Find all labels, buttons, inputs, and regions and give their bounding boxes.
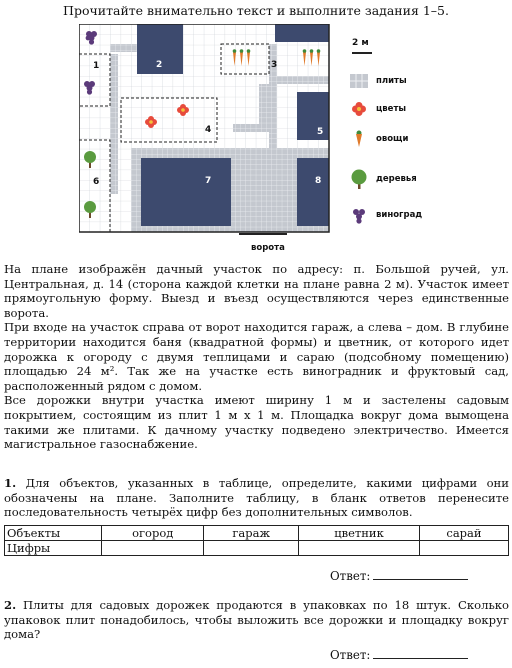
plan-number-7: 7: [205, 176, 212, 186]
legend-label-flowers: цветы: [376, 104, 407, 114]
tree-icon: [350, 169, 368, 189]
answer-cell[interactable]: [299, 541, 420, 556]
task-2-text: Плиты для садовых дорожек продаются в упаковках по 18 штук. Сколько упаковок плит понадобилось, чтобы выложить все дорожки и площадку вокруг дома?: [4, 598, 509, 642]
legend-label-vegetables: овощи: [376, 134, 409, 144]
building-5: [297, 92, 329, 140]
plan-number-8: 8: [315, 176, 322, 186]
legend-label-grapes: виноград: [376, 210, 423, 220]
grape-icon: [350, 206, 368, 224]
plan-number-2: 2: [156, 60, 163, 70]
building-8: [297, 158, 329, 226]
scale-label: 2 м: [352, 38, 369, 48]
task-1: [4, 476, 509, 520]
table-row-label: Объекты: [5, 526, 102, 541]
legend-label-trees: деревья: [376, 174, 417, 184]
answer-cell[interactable]: [204, 541, 299, 556]
answer-line[interactable]: [373, 648, 468, 659]
table-header: сарай: [419, 526, 508, 541]
answer-label: Ответ:: [330, 569, 371, 583]
description: [4, 262, 509, 452]
instructions-header: Прочитайте внимательно текст и выполните задания 1–5.: [63, 3, 449, 18]
carrot-icon: [350, 130, 368, 148]
answer-table: [4, 525, 509, 556]
paragraph-3: Все дорожки внутри участка имеют ширину 1 м и застелены садовым покрытием, состоящим из плит 1 м х 1 м. Площадка вокруг дома вымощена такими же плитами. К дачному участку подведено электричество. Имеется магистральное газоснабжение.: [4, 393, 509, 452]
plan-number-5: 5: [317, 127, 324, 137]
tile-icon: [350, 74, 368, 88]
site-plan: [79, 24, 344, 256]
legend-label-tiles: плиты: [376, 76, 407, 86]
answer-cell[interactable]: [102, 541, 204, 556]
table-header: цветник: [299, 526, 420, 541]
task-1-number: 1.: [4, 476, 17, 490]
answer-line[interactable]: [373, 569, 468, 580]
table-header: гараж: [204, 526, 299, 541]
answer-2: [330, 648, 468, 662]
paragraph-2: При входе на участок справа от ворот находится гараж, а слева – дом. В глубине территории находится баня (квадратной формы) и цветник, от которого идет дорожка к огороду с двумя теплицами и сараю (подсобному помещению) площадью 24 м². Так же на участке есть виноградник и фруктовый сад, расположенный рядом с домом.: [4, 320, 509, 393]
answer-cell[interactable]: [419, 541, 508, 556]
plan-number-6: 6: [93, 177, 100, 187]
answer-1: [330, 569, 468, 583]
building-7: [141, 158, 231, 226]
table-row: [5, 541, 509, 556]
answer-label: Ответ:: [330, 648, 371, 662]
table-header: огород: [102, 526, 204, 541]
table-row: [5, 526, 509, 541]
plan-number-4: 4: [205, 125, 212, 135]
paragraph-1: На плане изображён дачный участок по адресу: п. Большой ручей, ул. Центральная, д. 14 (сторона каждой клетки на плане равна 2 м). Участок имеет прямоугольную форму. Выезд и въезд осуществляются через единственные ворота.: [4, 262, 509, 320]
plan-number-3: 3: [271, 60, 278, 70]
task-1-text: Для объектов, указанных в таблице, определите, какими цифрами они обозначены на плане. Заполните таблицу, в бланк ответов перенесите последовательность четырёх цифр без дополнительных символов.: [4, 476, 509, 520]
scale-bar: [352, 52, 372, 54]
task-2-number: 2.: [4, 598, 17, 612]
task-2: [4, 598, 509, 642]
gate-label: ворота: [251, 243, 285, 253]
flower-icon: [350, 100, 368, 118]
table-row-label: Цифры: [5, 541, 102, 556]
plan-number-1: 1: [93, 61, 100, 71]
